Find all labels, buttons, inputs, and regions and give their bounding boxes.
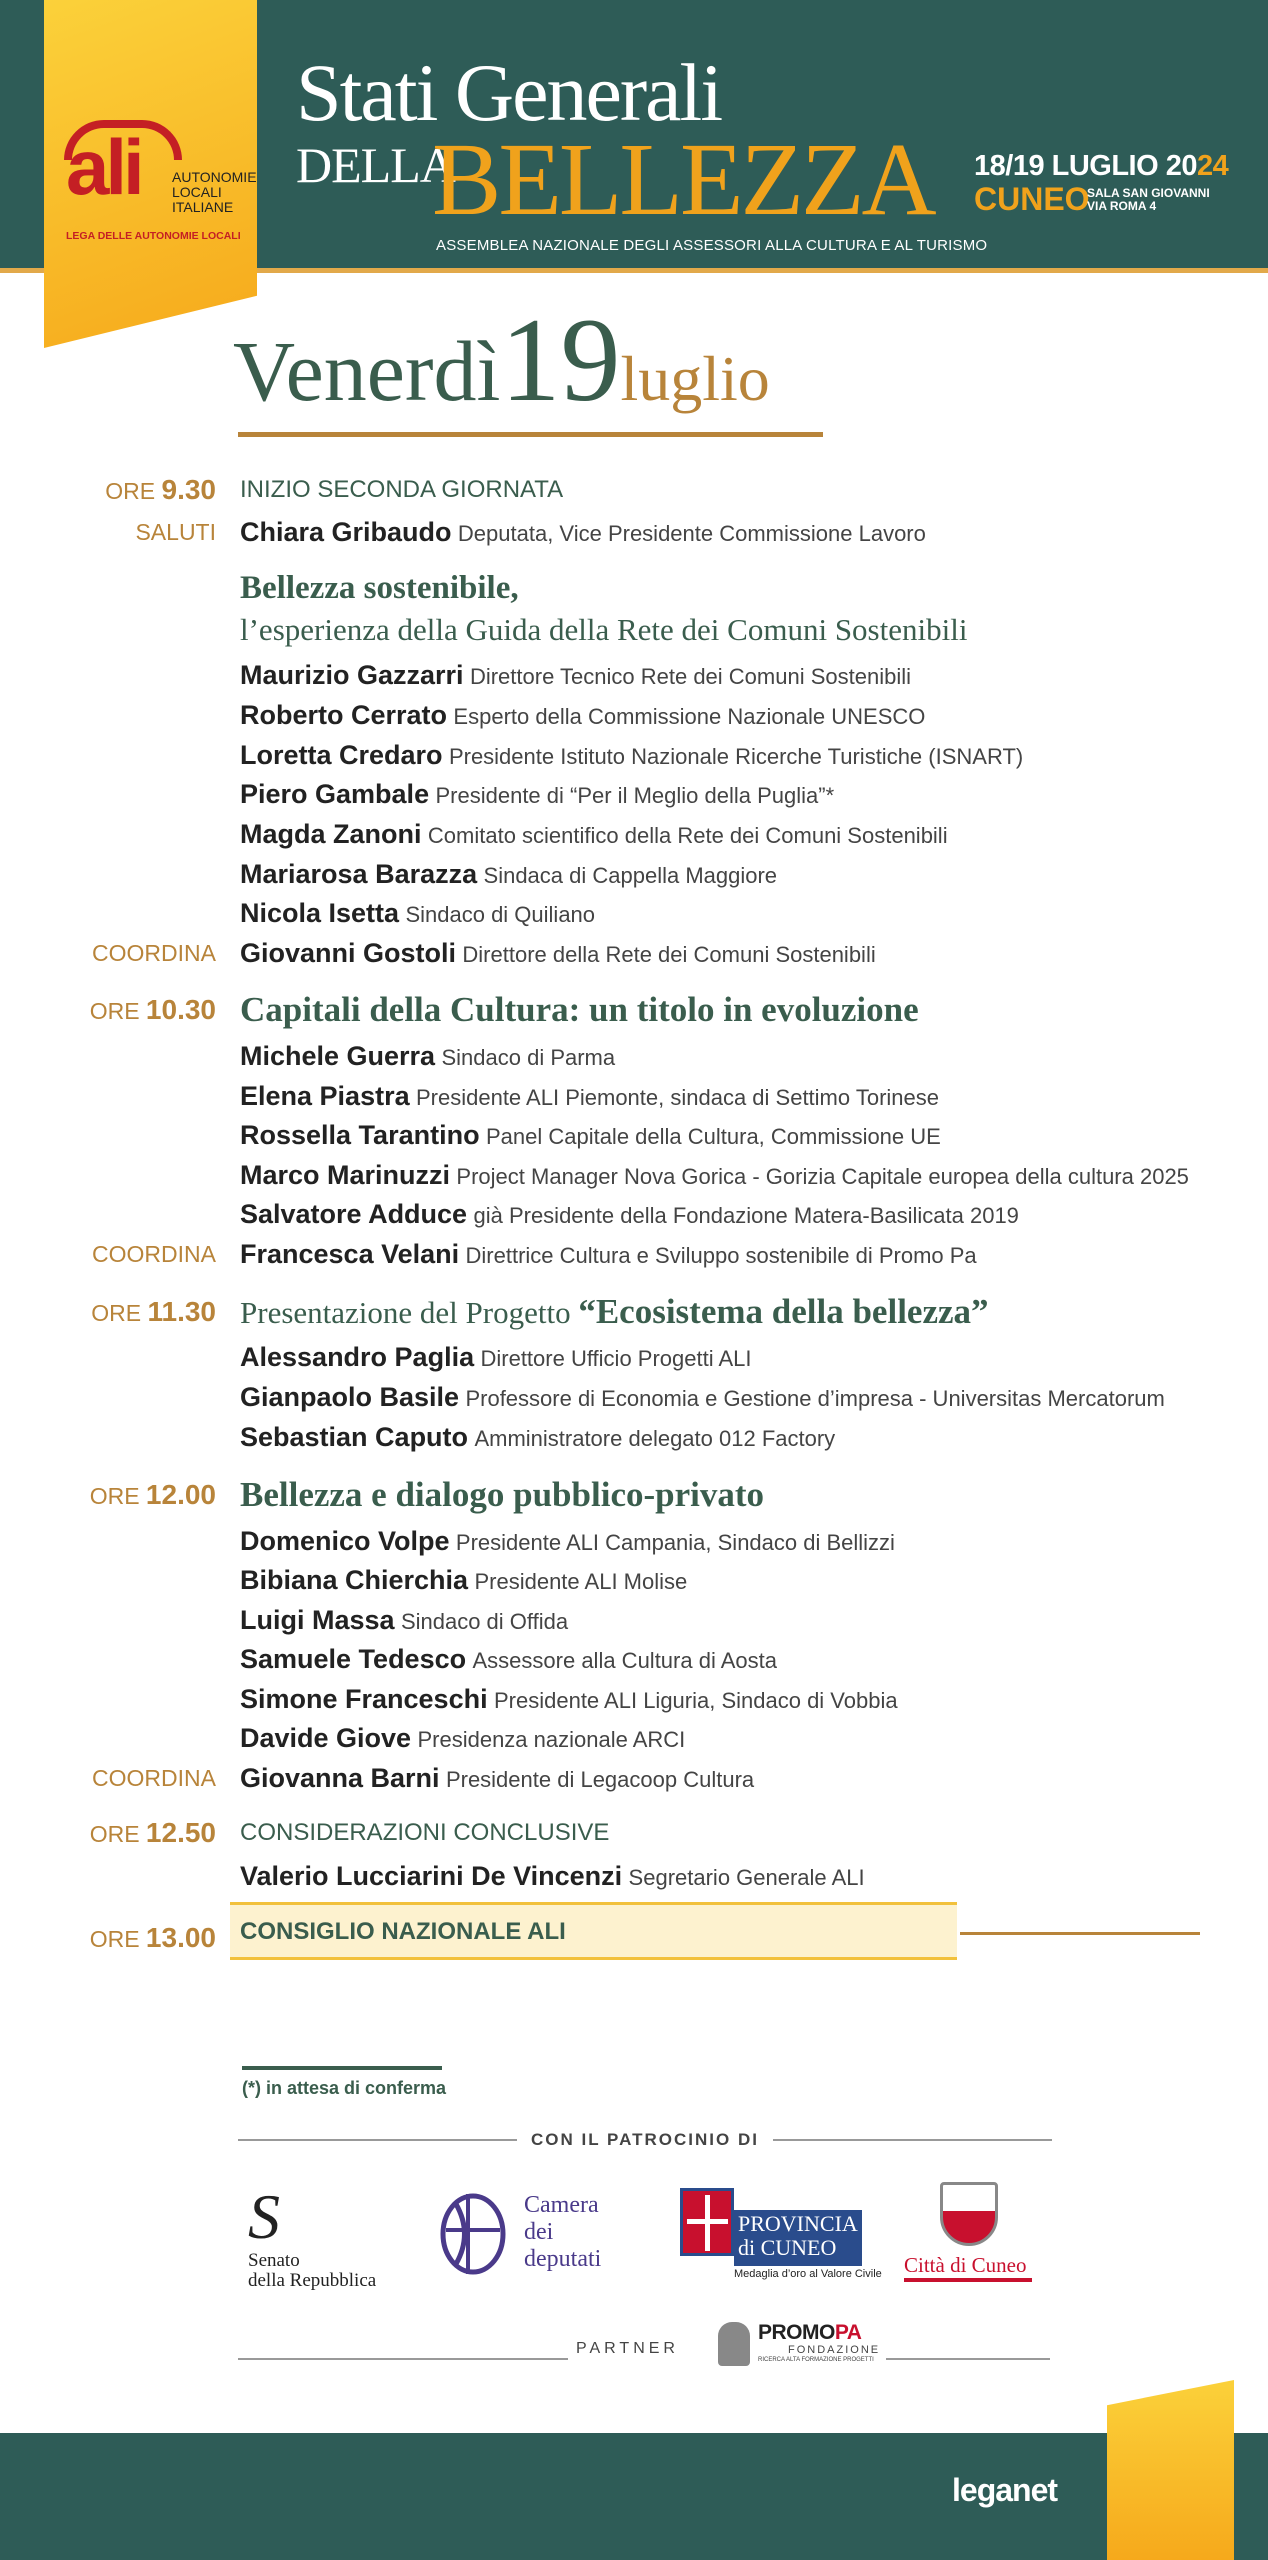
speaker-row: Rossella Tarantino Panel Capitale della Cultura, Commissione UE [240, 1120, 941, 1150]
speaker-row: Alessandro Paglia Direttore Ufficio Progetti ALI [240, 1342, 752, 1372]
patronage-heading-row [238, 2125, 1052, 2155]
day-number: 19 [500, 293, 621, 426]
event-date-block [974, 150, 1229, 217]
final-session-text: CONSIGLIO NAZIONALE ALI [240, 1918, 566, 1945]
event-title: Stati Generali [296, 47, 722, 138]
ali-word-2: LOCALI [172, 184, 222, 200]
speaker-row: Samuele Tedesco Assessore alla Cultura di Aosta [240, 1644, 777, 1674]
senato-logo: S Senato della Repubblica [248, 2181, 377, 2291]
event-city: CUNEO [974, 181, 1090, 217]
camera-emblem-icon [436, 2190, 510, 2278]
footer-flag [1107, 2380, 1234, 2560]
event-title-bellezza: BELLEZZA [432, 122, 934, 237]
speaker-row: Michele Guerra Sindaco di Parma [240, 1041, 616, 1071]
speaker-row: Nicola Isetta Sindaco di Quiliano [240, 898, 596, 928]
leganet-logo: leganet [952, 2472, 1058, 2508]
citta-cuneo-logo: Città di Cuneo [898, 2178, 1038, 2288]
speaker-row: Bibiana Chierchia Presidente ALI Molise [240, 1565, 688, 1595]
promopa-figure-icon [718, 2322, 750, 2366]
speaker-row: Simone Franceschi Presidente ALI Liguria, Sindaco di Vobbia [240, 1684, 898, 1714]
event-venue: SALA SAN GIOVANNI VIA ROMA 4 [1087, 186, 1210, 213]
section-row: ORE 13.00 [89, 1922, 216, 1953]
section-row: ORE 12.00 Bellezza e dialogo pubblico-privato [89, 1475, 765, 1514]
coordinator-row: COORDINA Giovanna Barni Presidente di Legacoop Cultura [92, 1763, 755, 1793]
event-dates: 18/19 LUGLIO 2024 [974, 150, 1229, 182]
day-title [233, 293, 770, 426]
partner-heading: PARTNER [576, 2340, 679, 2357]
partner-row [238, 2318, 1050, 2368]
speaker-row: Marco Marinuzzi Project Manager Nova Gorica - Gorizia Capitale europea della cultura 2025 [240, 1160, 1189, 1190]
note-rule [242, 2066, 442, 2070]
day-underline [238, 432, 823, 437]
promopa-logo: PROMOPA FONDAZIONE RICERCA ALTA FORMAZIONE PROGETTI [718, 2318, 888, 2368]
program-row-text: INIZIO SECONDA GIORNATA [240, 476, 564, 503]
speaker-row: Luigi Massa Sindaco di Offida [240, 1605, 569, 1635]
ali-word-3: ITALIANE [172, 199, 234, 215]
ali-tagline: LEGA DELLE AUTONOMIE LOCALI [66, 230, 241, 242]
section-title: Bellezza sostenibile, [240, 570, 519, 606]
day-month: luglio [620, 343, 770, 414]
patronage-heading: CON IL PATROCINIO DI [517, 2130, 773, 2149]
speaker-row: Davide Giove Presidenza nazionale ARCI [240, 1723, 686, 1753]
speaker-row: Magda Zanoni Comitato scientifico della Rete dei Comuni Sostenibili [240, 819, 948, 849]
section-row: ORE 11.30 Presentazione del Progetto “Ecosistema della bellezza” [91, 1292, 989, 1331]
day-weekday: Venerdì [233, 323, 501, 419]
footnote: (*) in attesa di conferma [242, 2078, 447, 2098]
speaker-row: Domenico Volpe Presidente ALI Campania, Sindaco di Bellizzi [240, 1526, 895, 1556]
coordinator-row: COORDINA Francesca Velani Direttrice Cultura e Sviluppo sostenibile di Promo Pa [92, 1239, 977, 1269]
speaker-row: Roberto Cerrato Esperto della Commissione Nazionale UNESCO [240, 700, 926, 730]
section-subtitle: l’esperienza della Guida della Rete dei Comuni Sostenibili [240, 612, 968, 647]
ali-letters: ali [66, 123, 141, 211]
program-row: ORE 9.30 INIZIO SECONDA GIORNATA [0, 470, 1268, 510]
ali-word-1: AUTONOMIE [172, 169, 257, 185]
citta-crest-icon [940, 2182, 998, 2246]
speaker-row: Mariarosa Barazza Sindaca di Cappella Maggiore [240, 859, 778, 889]
event-subtitle: ASSEMBLEA NAZIONALE DEGLI ASSESSORI ALLA CULTURA E AL TURISMO [436, 237, 988, 254]
speaker-row: Loretta Credaro Presidente Istituto Nazionale Ricerche Turistiche (ISNART) [240, 740, 1024, 770]
program-row: SALUTI Chiara Gribaudo Deputata, Vice Presidente Commissione Lavoro [135, 517, 926, 547]
speaker-row: Elena Piastra Presidente ALI Piemonte, sindaca di Settimo Torinese [240, 1081, 939, 1111]
event-title-della: DELLA [296, 137, 455, 193]
provincia-cuneo-logo: PROVINCIA di CUNEO Medaglia d’oro al Valore Civile [676, 2180, 862, 2285]
speaker-row: Maurizio Gazzarri Direttore Tecnico Rete dei Comuni Sostenibili [240, 660, 911, 690]
camera-logo: Camera dei deputati [434, 2190, 634, 2290]
ali-logo [58, 120, 257, 245]
footer-bar [0, 2433, 1268, 2560]
section-row: ORE 10.30 Capitali della Cultura: un titolo in evoluzione [89, 990, 919, 1029]
senato-emblem-icon: S [248, 2181, 280, 2252]
speaker-row: Piero Gambale Presidente di “Per il Meglio della Puglia”* [240, 779, 835, 809]
speaker-row: Salvatore Adduce già Presidente della Fondazione Matera-Basilicata 2019 [240, 1199, 1019, 1229]
section-row: ORE 12.50 CONSIDERAZIONI CONCLUSIVE [89, 1817, 610, 1848]
speaker-row: Valerio Lucciarini De Vincenzi Segretario Generale ALI [240, 1861, 865, 1891]
speaker-row: Sebastian Caputo Amministratore delegato 012 Factory [240, 1422, 836, 1452]
provincia-crest-icon [680, 2188, 734, 2256]
ali-logo-words [172, 170, 257, 215]
speaker-row: Gianpaolo Basile Professore di Economia e Gestione d’impresa - Universitas Mercatorum [240, 1382, 1165, 1412]
coordinator-row: COORDINA Giovanni Gostoli Direttore della Rete dei Comuni Sostenibili [92, 938, 876, 968]
